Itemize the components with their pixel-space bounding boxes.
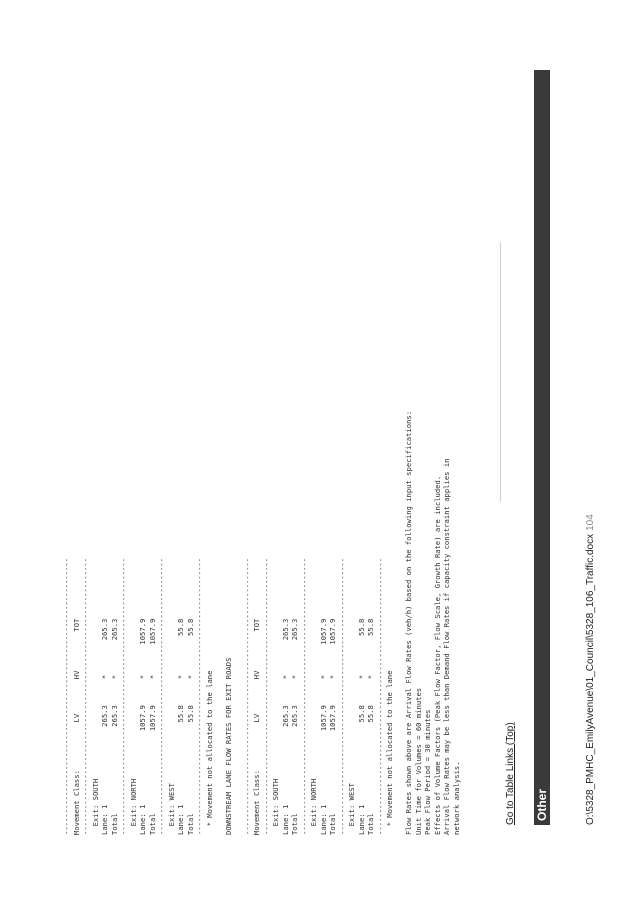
report-line: * Movement not allocated to the lane — [204, 670, 214, 835]
report-line: Lane: 1 1057.9 * 1057.9 — [318, 618, 328, 835]
report-line: Lane: 1 265.3 * 265.3 — [100, 618, 109, 835]
report-line: ---------------------------------------------------------------- — [375, 558, 385, 835]
report-line: Exit: SOUTH — [271, 778, 280, 835]
report-line: Movement Class: LV HV TOT — [71, 618, 81, 835]
page-footer — [585, 514, 596, 825]
report-line: ---------------------------------------------------------------- — [119, 558, 128, 835]
report-line: Unit Time for Volumes = 60 minutes — [413, 687, 423, 835]
report-line: Total 265.3 * 265.3 — [109, 618, 119, 835]
section-heading: Other — [535, 788, 549, 821]
report-line: Total 55.8 * 55.8 — [185, 618, 195, 835]
report-line: ---------------------------------------------------------------- — [81, 558, 90, 835]
report-line: ---------------------------------------------------------------- — [157, 558, 166, 835]
report-line: Lane: 1 55.8 * 55.8 — [356, 618, 366, 835]
report-line: Exit: SOUTH — [90, 778, 100, 835]
report-line: ---------------------------------------------------------------- — [195, 558, 204, 835]
report-line: Exit: NORTH — [309, 778, 318, 835]
report-line: ---------------------------------------------------------------- — [337, 558, 347, 835]
report-line: Peak Flow Period = 30 minutes — [423, 709, 432, 835]
report-line: Total 1057.9 * 1057.9 — [328, 618, 337, 835]
report-line: ---------------------------------------------------------------- — [299, 558, 309, 835]
horizontal-rule — [500, 242, 501, 502]
report-line: Total 1057.9 * 1057.9 — [147, 618, 157, 835]
report-line: ---------------------------------------------------------------- — [242, 558, 252, 835]
go-to-top-link[interactable]: Go to Table Links (Top) — [505, 722, 516, 825]
sidra-output-report — [62, 411, 461, 835]
report-line: Arrival Flow Rates may be less than Demand Flow Rates if capacity constraint applies in — [442, 458, 451, 835]
section-heading-bar — [534, 70, 550, 825]
report-line: Flow Rates shown above are Arrival Flow Rates (veh/h) based on the following input specifications: — [404, 410, 413, 835]
document-path: O:\5328_PMHC_EmilyAvenue\01_Council\5328_106_Traffic.docx — [585, 533, 596, 825]
report-line: Lane: 1 1057.9 * 1057.9 — [138, 618, 147, 835]
report-line: * Movement not allocated to the lane — [385, 670, 394, 835]
report-line: Lane: 1 55.8 * 55.8 — [176, 618, 185, 835]
report-line: DOWNSTREAM LANE FLOW RATES FOR EXIT ROADS — [223, 657, 233, 835]
report-line: Lane: 1 265.3 * 265.3 — [280, 618, 290, 835]
report-line: network analysis. — [451, 761, 461, 835]
report-line: Exit: NORTH — [128, 778, 138, 835]
report-line: ---------------------------------------------------------------- — [261, 558, 271, 835]
report-line: Effects of Volume Factors (Peak Flow Factor, Flow Scale, Growth Rate) are included. — [432, 475, 442, 835]
report-line: Total 55.8 * 55.8 — [366, 618, 375, 835]
report-line: Total 265.3 * 265.3 — [290, 618, 299, 835]
report-line: Exit: WEST — [166, 783, 176, 835]
page-number: 104 — [585, 514, 596, 531]
report-line: Movement Class: LV HV TOT — [252, 618, 261, 835]
report-line: Exit: WEST — [347, 783, 356, 835]
report-line: ---------------------------------------------------------------- — [62, 558, 71, 835]
